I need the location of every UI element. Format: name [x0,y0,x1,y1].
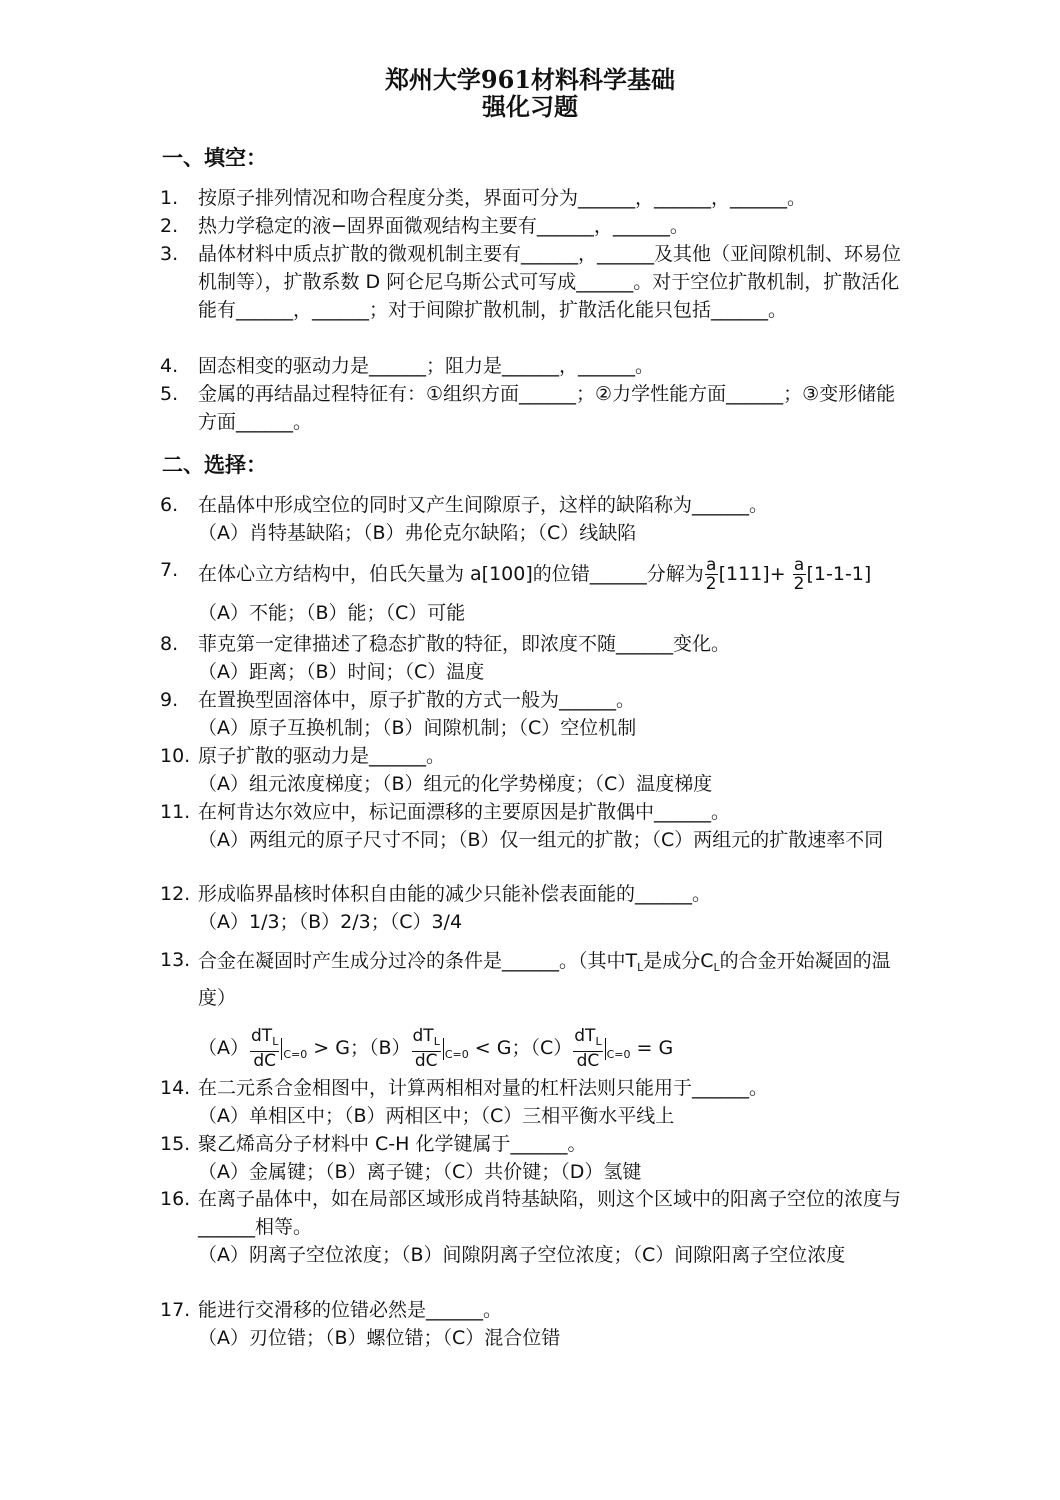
question-text [198,946,905,1013]
derivative-numerator: dT [251,1026,273,1046]
question-text: 金属的再结晶过程特征有：①组织方面______；②力学性能方面______；③变形储能方面______。 [198,383,896,433]
question-number: 2. [160,215,179,237]
question-number: 16. [160,1188,191,1210]
derivative-numerator: dT [574,1026,596,1046]
fraction-a-over-2 [705,556,718,593]
evaluation-bar [605,1038,606,1060]
question-text-part: 合金在凝固时产生成分过冷的条件是______。（其中T [198,950,638,972]
question-number: 17. [160,1299,191,1321]
question-text: 在晶体中形成空位的同时又产生间隙原子，这样的缺陷称为______。 [198,494,769,516]
subscript-l: L [272,1035,279,1048]
question-text: 在离子晶体中，如在局部区域形成肖特基缺陷，则这个区域中的阳离子空位的浓度与______相等。 [198,1188,902,1238]
question-number: 12. [160,883,191,905]
question-number: 1. [160,187,179,209]
burgers-vector-2: [1-1-1] [806,563,872,585]
subscript-l: L [433,1035,440,1048]
question-number: 7. [160,559,179,581]
question-text: 菲克第一定律描述了稳态扩散的特征，即浓度不随______变化。 [198,633,731,655]
question-14 [160,1074,905,1130]
option-c-label: ；（C） [511,1037,573,1059]
question-17 [160,1296,905,1352]
question-12 [160,880,905,936]
document-title: 郑州大学961材料科学基础 [384,65,676,94]
question-options: （A）两组元的原子尺寸不同；（B）仅一组元的扩散；（C）两组元的扩散速率不同 [198,829,884,851]
question-16 [160,1185,905,1269]
question-text: 固态相变的驱动力是______；阻力是______，______。 [198,355,655,377]
question-1 [160,184,905,212]
evaluation-point: C=0 [283,1048,308,1061]
question-number: 9. [160,689,179,711]
derivative-numerator: dT [412,1026,434,1046]
question-text: 在柯肯达尔效应中，标记面漂移的主要原因是扩散偶中______。 [198,801,731,823]
question-text: 热力学稳定的液−固界面微观结构主要有______，______。 [198,215,689,237]
question-number: 10. [160,745,191,767]
burgers-vector-1: [111]+ [718,563,792,585]
question-text: 能进行交滑移的位错必然是______。 [198,1299,503,1321]
fraction-denominator: 2 [793,574,805,594]
question-number: 3. [160,243,179,265]
question-number: 6. [160,494,179,516]
section-fill-in: 一、填空： [162,145,267,170]
question-options: （A）1/3；（B）2/3；（C）3/4 [198,911,463,933]
document-subtitle: 强化习题 [482,92,578,121]
question-number: 5. [160,383,179,405]
comparison-b: < G [468,1037,512,1059]
question-text-part: 的合金开始凝固的温度） [198,950,891,1009]
question-10 [160,742,905,798]
evaluation-point: C=0 [606,1048,631,1061]
question-options [198,1027,905,1075]
question-6 [160,491,905,547]
question-options: （A）原子互换机制；（B）间隙机制；（C）空位机制 [198,717,637,739]
subscript-l: L [637,961,644,974]
question-15 [160,1130,905,1186]
question-number: 11. [160,801,191,823]
fraction-denominator: 2 [705,574,717,594]
question-options: （A）组元浓度梯度；（B）组元的化学势梯度；（C）温度梯度 [198,773,713,795]
section-choice: 二、选择： [162,452,267,477]
derivative-dt-dc [573,1027,602,1070]
question-text: 按原子排列情况和吻合程度分类，界面可分为______，______，______。 [198,187,807,209]
fraction-a-over-2 [793,556,806,593]
question-7 [160,556,905,627]
question-3 [160,240,905,324]
question-options: （A）阴离子空位浓度；（B）间隙阴离子空位浓度；（C）间隙阳离子空位浓度 [198,1244,846,1266]
question-text: 晶体材料中质点扩散的微观机制主要有______，______及其他（亚间隙机制、环易位机制等），扩散系数 D 阿仑尼乌斯公式可写成______。对于空位扩散机制，扩散活化能有______，______；对于间隙扩散机制，扩散活化能只包括______。 [198,243,902,321]
question-text: 形成临界晶核时体积自由能的减少只能补偿表面能的______。 [198,883,712,905]
question-4 [160,352,905,380]
derivative-dt-dc [412,1027,441,1070]
option-a-label: （A） [198,1037,249,1059]
question-5 [160,380,905,436]
derivative-dt-dc [250,1027,279,1070]
question-9 [160,686,905,742]
question-number: 15. [160,1133,191,1155]
question-number: 4. [160,355,179,377]
question-text: 在二元系合金相图中，计算两相相对量的杠杆法则只能用于______。 [198,1077,769,1099]
derivative-denominator: dC [576,1051,600,1071]
question-text [198,556,905,593]
question-number: 14. [160,1077,191,1099]
fraction-numerator: a [793,555,805,575]
question-8 [160,630,905,686]
question-text: 聚乙烯高分子材料中 C-H 化学键属于______。 [198,1133,587,1155]
subscript-l: L [595,1035,602,1048]
question-options: （A）距离；（B）时间；（C）温度 [198,661,485,683]
option-b-label: ；（B） [349,1037,411,1059]
question-text-part: 在体心立方结构中，伯氏矢量为 a[100]的位错______分解为 [198,563,704,585]
question-options: （A）不能；（B）能；（C）可能 [198,602,466,624]
question-text: 原子扩散的驱动力是______。 [198,745,446,767]
fraction-numerator: a [705,555,717,575]
question-text-part: 是成分C [643,950,714,972]
question-13 [160,946,905,1075]
evaluation-bar [443,1038,444,1060]
question-text: 在置换型固溶体中，原子扩散的方式一般为______。 [198,689,636,711]
comparison-c: = G [630,1037,674,1059]
comparison-a: > G [307,1037,350,1059]
question-number: 13. [160,949,191,971]
question-options: （A）单相区中；（B）两相区中；（C）三相平衡水平线上 [198,1105,675,1127]
subscript-l: L [713,961,720,974]
question-options: （A）金属键；（B）离子键；（C）共价键；（D）氢键 [198,1161,642,1183]
question-2 [160,212,905,240]
evaluation-point: C=0 [444,1048,469,1061]
question-options: （A）肖特基缺陷；（B）弗伦克尔缺陷；（C）线缺陷 [198,522,637,544]
question-options: （A）刃位错；（B）螺位错；（C）混合位错 [198,1327,561,1349]
question-number: 8. [160,633,179,655]
derivative-denominator: dC [253,1051,276,1071]
derivative-denominator: dC [414,1051,438,1071]
question-11 [160,798,905,854]
